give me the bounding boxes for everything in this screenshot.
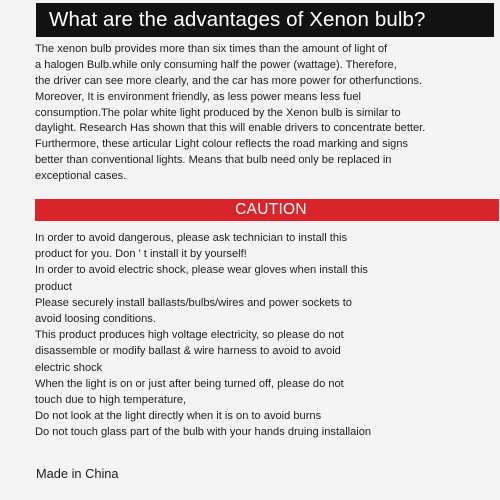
caution-banner xyxy=(35,199,499,221)
intro-line: the driver can see more clearly, and the car has more power for otherfunctions. xyxy=(35,74,423,87)
caution-line: electric shock xyxy=(35,361,103,374)
intro-line: consumption.The polar white light produced by the Xenon bulb is similar to xyxy=(35,106,401,119)
intro-paragraph xyxy=(35,42,425,185)
caution-list xyxy=(35,230,371,440)
intro-line: exceptional cases. xyxy=(35,170,127,183)
title-banner xyxy=(36,3,494,37)
caution-line: touch due to high temperature, xyxy=(35,393,187,406)
caution-line: In order to avoid electric shock, please wear gloves when install this xyxy=(35,264,368,277)
intro-line: Moreover, It is environment friendly, as less power means less fuel xyxy=(35,90,361,103)
caution-line: Do not look at the light directly when it is on to avoid burns xyxy=(35,410,322,423)
page-title: What are the advantages of Xenon bulb? xyxy=(49,8,426,31)
caution-line: This product produces high voltage electricity, so please do not xyxy=(35,329,344,342)
caution-line: avoid loosing conditions. xyxy=(35,312,156,325)
intro-line: The xenon bulb provides more than six times than the amount of light of xyxy=(35,43,388,55)
caution-line: product for you. Don ' t install it by yourself! xyxy=(35,248,247,261)
made-in-label: Made in China xyxy=(36,466,119,481)
caution-line: disassemble or modify ballast & wire harness to avoid to avoid xyxy=(35,345,341,358)
caution-line: Do not touch glass part of the bulb with your hands druing installaion xyxy=(35,426,372,439)
caution-line: Please securely install ballasts/bulbs/wires and power sockets to xyxy=(35,296,352,309)
caution-heading: CAUTION xyxy=(235,201,307,218)
caution-line: In order to avoid dangerous, please ask technician to install this xyxy=(35,232,348,244)
caution-line: When the light is on or just after being turned off, please do not xyxy=(35,377,344,390)
intro-line: better than conventional lights. Means that bulb need only be replaced in xyxy=(35,154,392,167)
intro-line: Furthermore, these articular Light colour reflects the road marking and signs xyxy=(35,138,409,151)
intro-line: a halogen Bulb.while only consuming half the power (wattage). Therefore, xyxy=(35,58,397,71)
intro-line: daylight. Research Has shown that this will enable drivers to concentrate better. xyxy=(35,122,426,135)
caution-line: product xyxy=(35,280,73,293)
